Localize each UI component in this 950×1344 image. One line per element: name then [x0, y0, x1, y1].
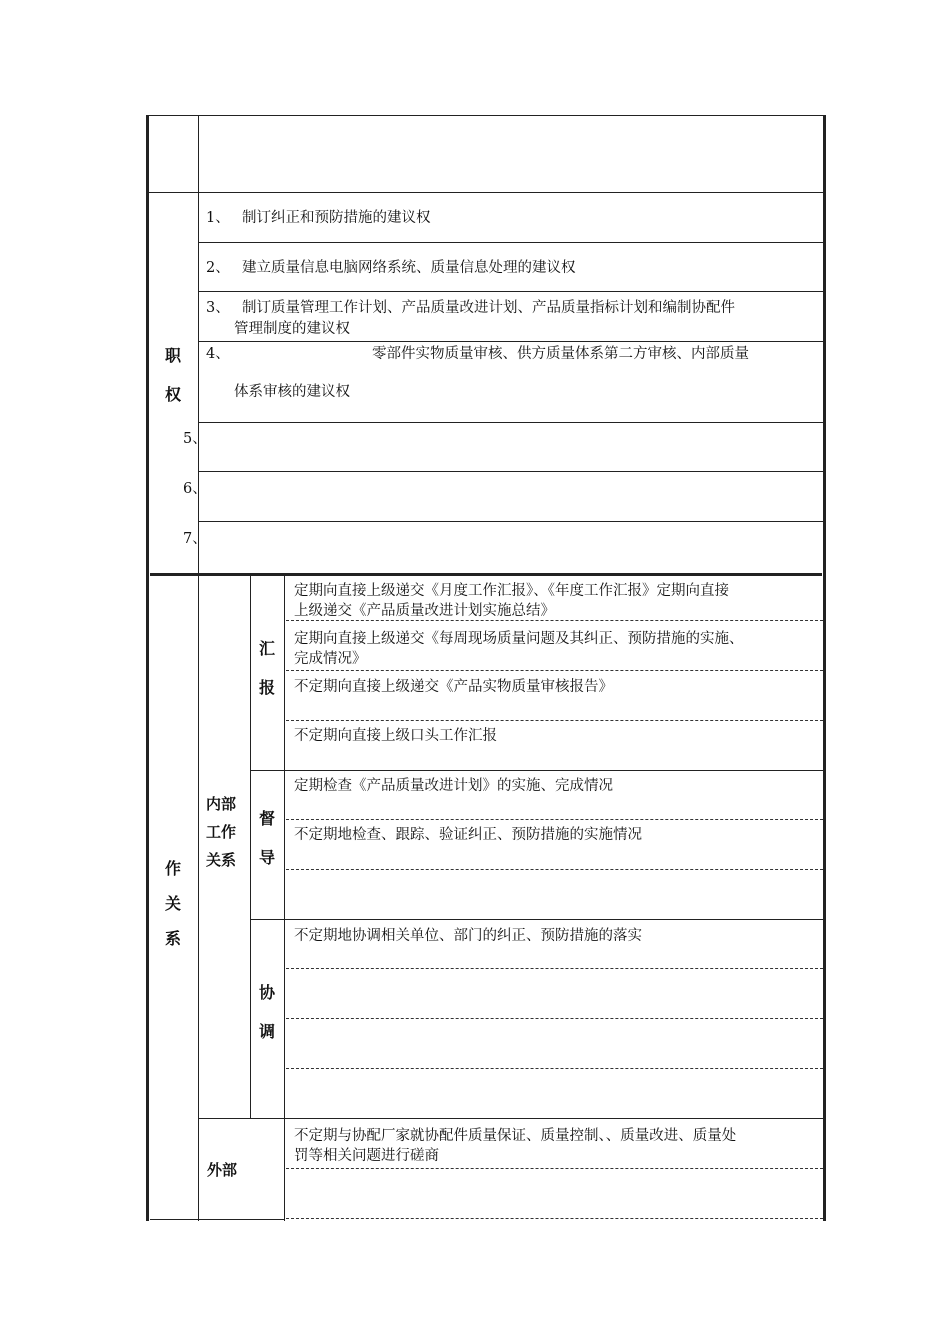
internal-label-line: 关系 [206, 851, 237, 869]
left-border [146, 115, 149, 1221]
authority-item-cont: 体系审核的建议权 [234, 384, 350, 400]
authority-item-num: 3、 [206, 300, 230, 316]
authority-item-cont: 管理制度的建议权 [234, 321, 350, 337]
supervise-label [255, 806, 279, 868]
authority-item-text: 制订质量管理工作计划、产品质量改进计划、产品质量指标计划和编制协配件 [242, 300, 735, 316]
work-relations-label-char: 作 [164, 859, 181, 878]
internal-label-line: 内部 [206, 795, 237, 813]
dashed-line [286, 1068, 823, 1069]
group-line [198, 1118, 824, 1119]
dashed-line [286, 869, 823, 870]
dashed-line [286, 1218, 823, 1219]
upper-col-divider [198, 115, 199, 575]
supervise-label-char: 督 [258, 809, 275, 828]
supervise-item: 定期检查《产品质量改进计划》的实施、完成情况 [294, 778, 613, 794]
authority-item-text: 建立质量信息电脑网络系统、质量信息处理的建议权 [242, 260, 576, 276]
report-label-char: 汇 [258, 639, 275, 658]
external-label: 外部 [207, 1161, 238, 1179]
authority-item-num: 4、 [206, 346, 230, 362]
authority-item-num: 2、 [206, 260, 230, 276]
row-line [198, 341, 824, 342]
row-line [198, 242, 824, 243]
authority-extra-num: 7、 [183, 531, 207, 547]
dashed-line [286, 1018, 823, 1019]
report-item: 定期向直接上级递交《每周现场质量问题及其纠正、预防措施的实施、 [294, 631, 744, 647]
supervise-item: 不定期地检查、跟踪、验证纠正、预防措施的实施情况 [294, 827, 642, 843]
report-item: 不定期向直接上级口头工作汇报 [294, 728, 497, 744]
row-line [198, 471, 824, 472]
dashed-line [286, 968, 823, 969]
authority-item-text: 制订纠正和预防措施的建议权 [242, 210, 431, 226]
report-label [255, 636, 279, 698]
authority-label-char: 职 [164, 346, 181, 365]
dashed-line [286, 819, 823, 820]
internal-label [206, 790, 248, 874]
top-border [146, 115, 826, 116]
authority-extra-num: 6、 [183, 481, 207, 497]
report-item: 定期向直接上级递交《月度工作汇报》、《年度工作汇报》定期向直接 [294, 583, 729, 599]
right-border [823, 115, 826, 1221]
dashed-line [286, 1168, 823, 1169]
coordinate-label-char: 调 [258, 1022, 275, 1041]
authority-label-char: 权 [164, 385, 181, 404]
report-item: 上级递交《产品质量改进计划实施总结》 [294, 603, 555, 619]
dashed-line [286, 720, 823, 721]
group-line [250, 770, 824, 771]
external-item: 不定期与协配厂家就协配件质量保证、质量控制、、质量改进、质量处 [294, 1128, 737, 1144]
authority-item-text: 零部件实物质量审核、供方质量体系第二方审核、内部质量 [372, 346, 749, 362]
row-line [148, 192, 824, 193]
internal-label-line: 工作 [206, 823, 237, 841]
dashed-line [286, 670, 823, 671]
report-label-char: 报 [258, 678, 275, 697]
row-line [198, 422, 824, 423]
row-line [198, 291, 824, 292]
report-item: 完成情况》 [294, 651, 367, 667]
lower-col-divider-3 [284, 576, 285, 1221]
lower-col-divider-1 [198, 576, 199, 1221]
external-item: 罚等相关问题进行磋商 [294, 1148, 439, 1164]
work-relations-label-char: 关 [164, 894, 181, 913]
coordinate-label [255, 980, 279, 1042]
work-relations-label-char: 系 [164, 929, 181, 948]
lower-col-divider-2 [250, 576, 251, 1118]
work-relations-label [161, 856, 185, 949]
authority-item-num: 1、 [206, 210, 230, 226]
report-item: 不定期向直接上级递交《产品实物质量审核报告》 [294, 679, 613, 695]
coordinate-label-char: 协 [258, 983, 275, 1002]
bottom-line [150, 1219, 284, 1220]
authority-label [161, 343, 185, 405]
coordinate-item: 不定期地协调相关单位、部门的纠正、预防措施的落实 [294, 928, 642, 944]
authority-extra-num: 5、 [183, 431, 207, 447]
group-line [250, 919, 824, 920]
row-line [198, 521, 824, 522]
supervise-label-char: 导 [258, 848, 275, 867]
